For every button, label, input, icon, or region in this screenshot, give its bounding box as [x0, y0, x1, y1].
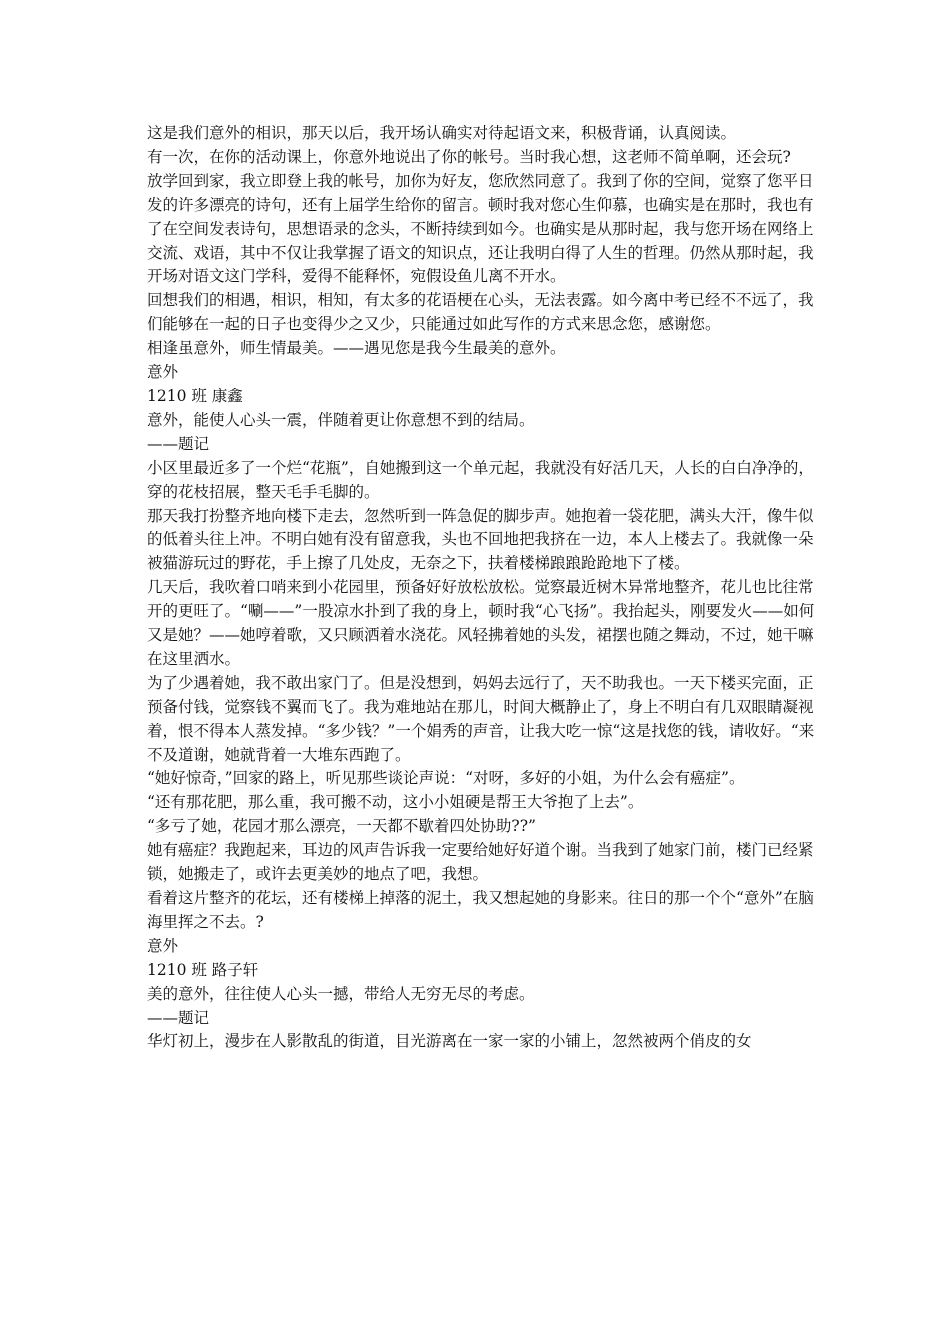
- epigraph: 意外，能使人心头一震，伴随着更让你意想不到的结局。: [147, 410, 535, 429]
- paragraph: 看着这片整齐的花坛，还有楼梯上掉落的泥土，我又想起她的身影来。往日的那一个个“意外”在脑海里挥之不去。?: [147, 889, 814, 931]
- essay-author: 1210 班 路子轩: [147, 960, 259, 979]
- paragraph: “多亏了她，花园才那么漂亮，一天都不歇着四处协助??”: [147, 817, 536, 836]
- paragraph: 回想我们的相遇，相识，相知，有太多的花语梗在心头，无法表露。如今离中考已经不不远了，我们能够在一起的日子也变得少之又少，只能通过如此写作的方式来思念您，感谢您。: [147, 291, 814, 334]
- paragraph: 这是我们意外的相识，那天以后，我开场认确实对待起语文来，积极背诵，认真阅读。: [147, 124, 737, 142]
- essay-title: 意外: [147, 363, 179, 382]
- essay-title: 意外: [147, 936, 179, 955]
- epigraph-attribution: ——题记: [147, 434, 210, 453]
- paragraph: 为了少遇着她，我不敢出家门了。但是没想到，妈妈去远行了，天不助我也。一天下楼买完面，正预备付钱，觉察钱不翼而飞了。我为难地站在那儿，时间大概静止了，身上不明白有几双眼睛凝视着，恨不得本人蒸发掉。“多少钱？”一个娟秀的声音，让我大吃一惊“这是找您的钱，请收好。“来不及道谢，她就背着一大堆东西跑了。: [147, 673, 815, 764]
- essay-author: 1210 班 康鑫: [147, 386, 243, 405]
- paragraph: 相逢虽意外，师生情最美。——遇见您是我今生最美的意外。: [147, 339, 566, 358]
- paragraph: 几天后，我吹着口哨来到小花园里，预备好好放松放松。觉察最近树木异常地整齐，花儿也比往常开的更旺了。“唰——”一股凉水扑到了我的身上，顿时我“心飞扬”。我抬起头，刚要发火——如何又是她？——她哼着歌，又只顾洒着水浇花。风轻拂着她的头发，裙摆也随之舞动，不过，她干嘛在这里洒水。: [147, 578, 815, 668]
- epigraph-attribution: ——题记: [147, 1008, 210, 1027]
- paragraph: “还有那花肥，那么重，我可搬不动，这小小姐硬是帮王大爷抱了上去”。: [147, 793, 644, 812]
- paragraph: 小区里最近多了一个烂“花瓶”，自她搬到这一个单元起，我就没有好活几天，人长的白白净净的，穿的花枝招展，整天毛手毛脚的。: [147, 458, 814, 501]
- paragraph: 华灯初上，漫步在人影散乱的街道，目光游离在一家一家的小铺上，忽然被两个俏皮的女: [147, 1032, 752, 1051]
- paragraph: 放学回到家，我立即登上我的帐号，加你为好友，您欣然同意了。我到了你的空间，觉察了您平日发的许多漂亮的诗句，还有上届学生给你的留言。顿时我对您心生仰慕，也确实是在那时，我也有了在空间发表诗句，思想语录的念头，不断持续到如今。也确实是从那时起，我与您开场在网络上交流、戏语，其中不仅让我掌握了语文的知识点，还让我明白得了人生的哲理。仍然从那时起，我开场对语文这门学科，爱得不能释怀，宛假设鱼儿离不开水。: [147, 171, 814, 286]
- paragraph: 她有癌症？我跑起来，耳边的风声告诉我一定要给她好好道个谢。当我到了她家门前，楼门已经紧锁，她搬走了，或许去更美妙的地点了吧，我想。: [147, 841, 814, 884]
- paragraph: 有一次，在你的活动课上，你意外地说出了你的帐号。当时我心想，这老师不简单啊，还会玩?: [147, 147, 791, 166]
- paragraph: “她好惊奇，”回家的路上，听见那些谈论声说：“对呀，多好的小姐，为什么会有癌症”。: [147, 769, 745, 788]
- document-page: [147, 122, 815, 1054]
- paragraph: 那天我打扮整齐地向楼下走去，忽然听到一阵急促的脚步声。她抱着一袋花肥，满头大汗，像牛似的低着头往上冲。不明白她有没有留意我，头也不回地把我挤在一边，本人上楼去了。我就像一朵被猫游玩过的野花，手上擦了几处皮，无奈之下，扶着楼梯踉踉跄跄地下了楼。: [147, 506, 814, 573]
- epigraph: 美的意外，往往使人心头一撼，带给人无穷无尽的考虑。: [147, 984, 535, 1003]
